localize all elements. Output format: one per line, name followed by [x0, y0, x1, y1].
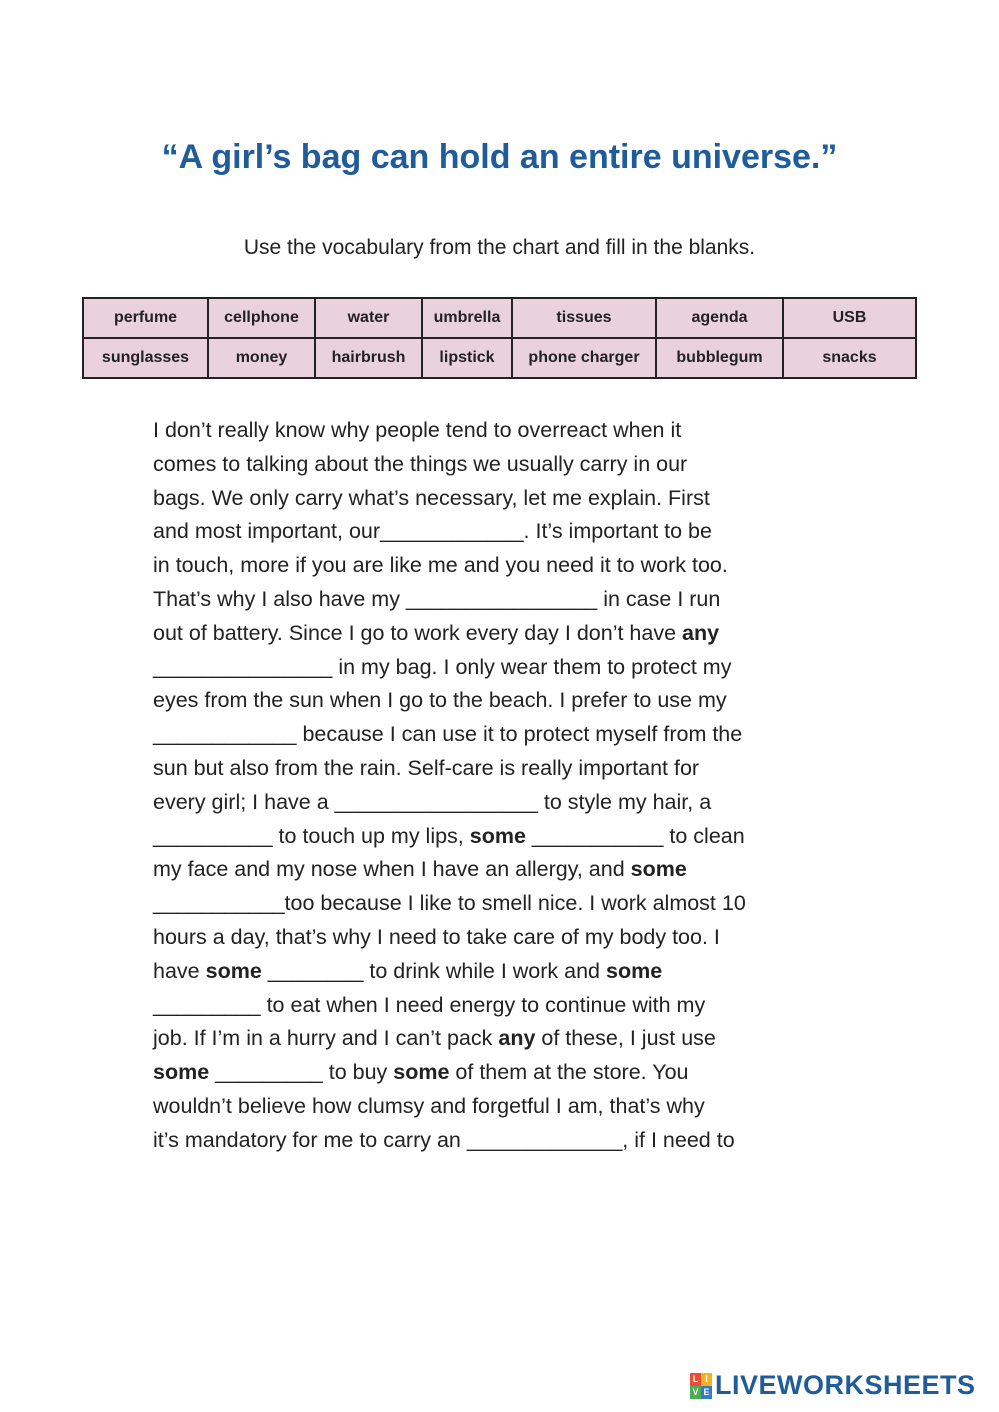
passage-text: my face and my nose when I have an allergy, and — [153, 857, 631, 882]
passage-line — [153, 921, 873, 955]
passage-text: it’s mandatory for me to carry an _____________, if I need to — [153, 1127, 735, 1152]
passage-text: _________ to buy — [209, 1060, 394, 1085]
vocabulary-word: lipstick — [422, 338, 512, 378]
passage-text: _________ to eat when I need energy to continue with my — [153, 992, 706, 1017]
passage-line — [153, 448, 873, 482]
vocabulary-row — [83, 298, 916, 338]
passage-text: of them at the store. You — [449, 1060, 689, 1085]
worksheet-title: “A girl’s bag can hold an entire universe.” — [161, 138, 838, 176]
passage-text: __________ to touch up my lips, — [153, 823, 470, 848]
logo-mark-square: V — [690, 1386, 701, 1399]
logo-mark-square: E — [701, 1386, 712, 1399]
passage-line — [153, 786, 873, 820]
passage-text: ___________ to clean — [525, 823, 745, 848]
passage-line — [153, 820, 873, 854]
passage-text: have — [153, 958, 206, 983]
passage-text: every girl; I have a _________________ to style my hair, a — [153, 789, 712, 814]
passage-line — [153, 1056, 873, 1090]
passage-text: I don’t really know why people tend to overreact when it — [153, 418, 682, 442]
vocabulary-word: perfume — [83, 298, 208, 338]
vocabulary-word: umbrella — [422, 298, 512, 338]
passage-line — [153, 955, 873, 989]
vocabulary-word: sunglasses — [83, 338, 208, 378]
passage-line — [153, 718, 873, 752]
passage-text: hours a day, that’s why I need to take care of my body too. I — [153, 924, 720, 949]
vocabulary-chart — [82, 297, 917, 379]
passage-line — [153, 1090, 873, 1124]
vocabulary-word: snacks — [783, 338, 916, 378]
passage-text: of these, I just use — [535, 1026, 716, 1051]
passage-line — [153, 549, 873, 583]
passage-text: bags. We only carry what’s necessary, let me explain. First — [153, 485, 710, 510]
passage-text: That’s why I also have my ________________ in case I run — [153, 586, 721, 611]
passage-line — [153, 752, 873, 786]
logo-mark-square: L — [690, 1373, 701, 1386]
liveworksheets-logo — [690, 1370, 976, 1401]
passage-line — [153, 887, 873, 921]
passage-text: ____________ because I can use it to protect myself from the — [153, 722, 743, 747]
emphasized-word: some — [205, 958, 262, 983]
passage-line — [153, 583, 873, 617]
passage-line — [153, 482, 873, 516]
passage-text: wouldn’t believe how clumsy and forgetful I am, that’s why — [153, 1093, 705, 1118]
passage-text: in touch, more if you are like me and you need it to work too. — [153, 553, 728, 578]
passage-text: job. If I’m in a hurry and I can’t pack — [153, 1026, 499, 1051]
passage-text: eyes from the sun when I go to the beach. I prefer to use my — [153, 688, 727, 713]
passage-line — [153, 989, 873, 1023]
emphasized-word: some — [153, 1060, 210, 1085]
fill-in-passage — [153, 414, 873, 1158]
vocabulary-word: hairbrush — [315, 338, 422, 378]
passage-text: out of battery. Since I go to work every day I don’t have — [153, 620, 683, 645]
emphasized-word: any — [498, 1026, 536, 1051]
passage-line — [153, 1124, 873, 1158]
emphasized-word: some — [630, 857, 687, 882]
vocabulary-word: bubblegum — [656, 338, 783, 378]
instruction-text: Use the vocabulary from the chart and fill in the blanks. — [243, 236, 756, 259]
passage-text: comes to talking about the things we usually carry in our — [153, 451, 688, 476]
passage-text: ________ to drink while I work and — [261, 958, 606, 983]
logo-text: LIVEWORKSHEETS — [715, 1370, 976, 1400]
passage-line — [153, 853, 873, 887]
passage-line — [153, 684, 873, 718]
vocabulary-word: agenda — [656, 298, 783, 338]
vocabulary-word: phone charger — [512, 338, 656, 378]
logo-mark-square: I — [701, 1373, 712, 1386]
passage-line — [153, 414, 873, 448]
vocabulary-word: water — [315, 298, 422, 338]
passage-text: sun but also from the rain. Self-care is really important for — [153, 755, 700, 780]
vocabulary-word: cellphone — [208, 298, 315, 338]
emphasized-word: some — [393, 1060, 450, 1085]
emphasized-word: some — [606, 958, 663, 983]
passage-text: _______________ in my bag. I only wear them to protect my — [153, 654, 732, 679]
passage-line — [153, 651, 873, 685]
passage-line — [153, 617, 873, 651]
emphasized-word: some — [469, 823, 526, 848]
passage-text: and most important, our____________. It’s important to be — [153, 519, 712, 544]
vocabulary-row — [83, 338, 916, 378]
passage-text: ___________too because I like to smell nice. I work almost 10 — [153, 891, 746, 916]
vocabulary-word: money — [208, 338, 315, 378]
vocabulary-word: USB — [783, 298, 916, 338]
passage-line — [153, 515, 873, 549]
liveworksheets-mark-icon — [690, 1373, 712, 1399]
passage-line — [153, 1022, 873, 1056]
emphasized-word: any — [682, 620, 720, 645]
vocabulary-word: tissues — [512, 298, 656, 338]
